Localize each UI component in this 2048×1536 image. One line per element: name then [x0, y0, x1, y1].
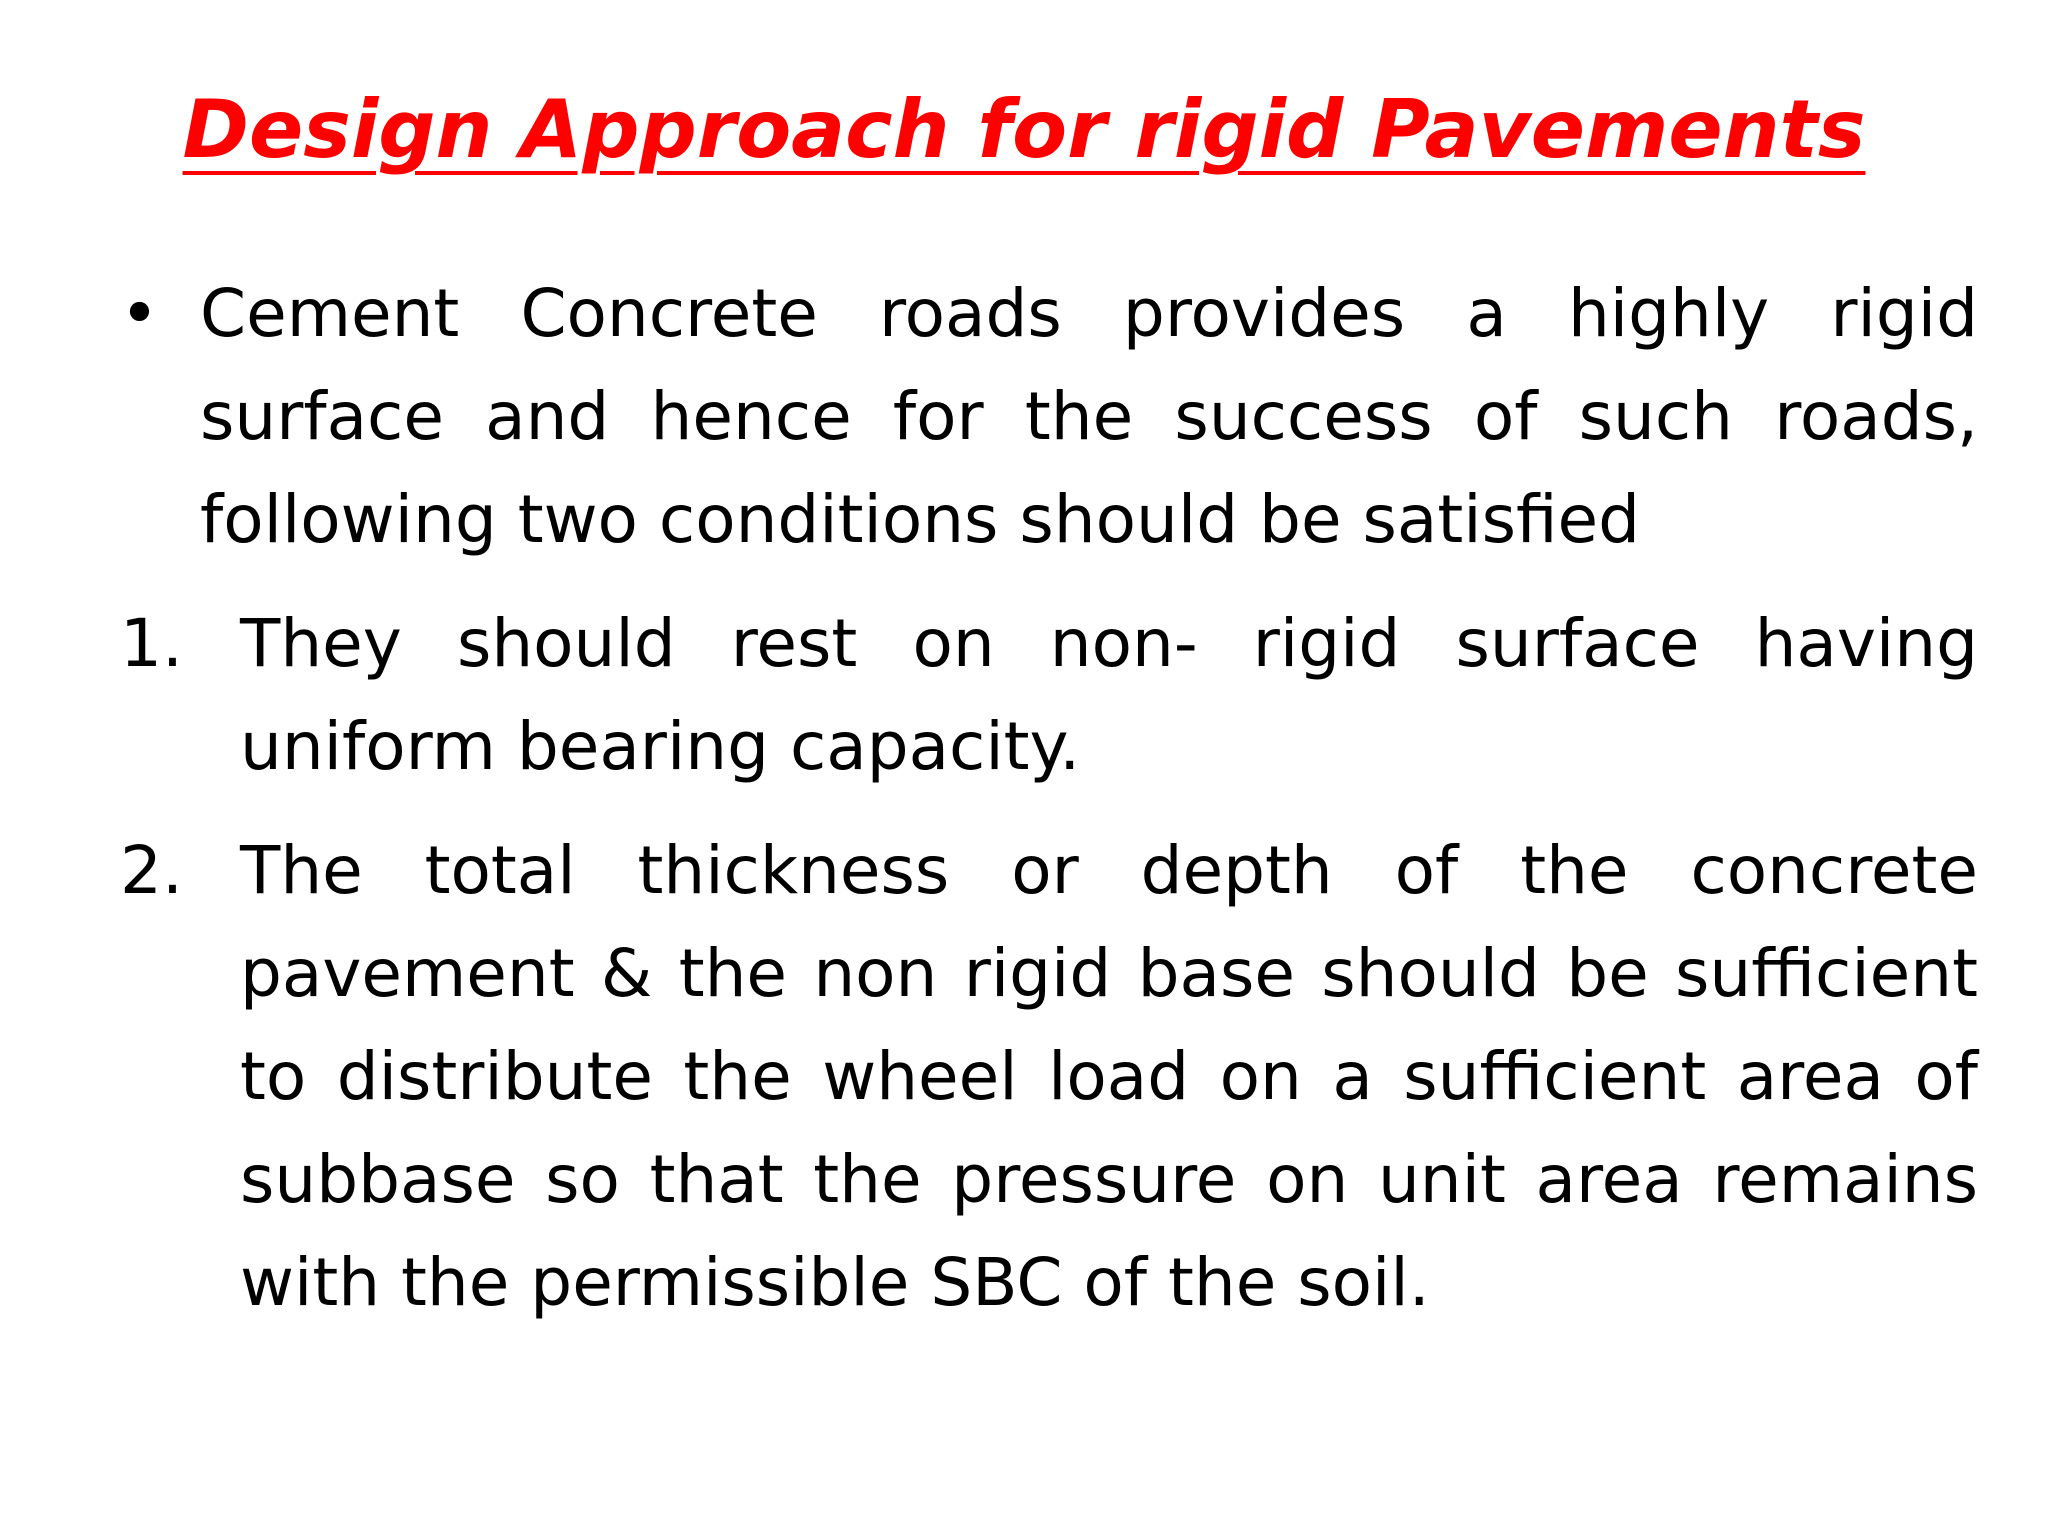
number-marker-1: 1.	[120, 605, 183, 682]
slide-body	[120, 262, 1978, 1355]
slide-title: Design Approach for rigid Pavements	[182, 83, 1866, 176]
number-marker-2: 2.	[120, 832, 183, 909]
bullet-text: Cement Concrete roads provides a highly rigid surface and hence for the success of such roads, following two conditions should be satisfied	[200, 275, 1978, 558]
numbered-text-2: The total thickness or depth of the concrete pavement & the non rigid base should be sufficient to distribute the wheel load on a sufficient area of subbase so that the pressure on unit area remains with the permissible SBC of the soil.	[240, 832, 1978, 1321]
numbered-item-2	[120, 819, 1978, 1334]
bullet-item	[120, 262, 1978, 571]
numbered-text-1: They should rest on non- rigid surface having uniform bearing capacity.	[240, 605, 1978, 785]
numbered-item-1	[120, 592, 1978, 798]
bullet-marker: •	[120, 275, 159, 352]
